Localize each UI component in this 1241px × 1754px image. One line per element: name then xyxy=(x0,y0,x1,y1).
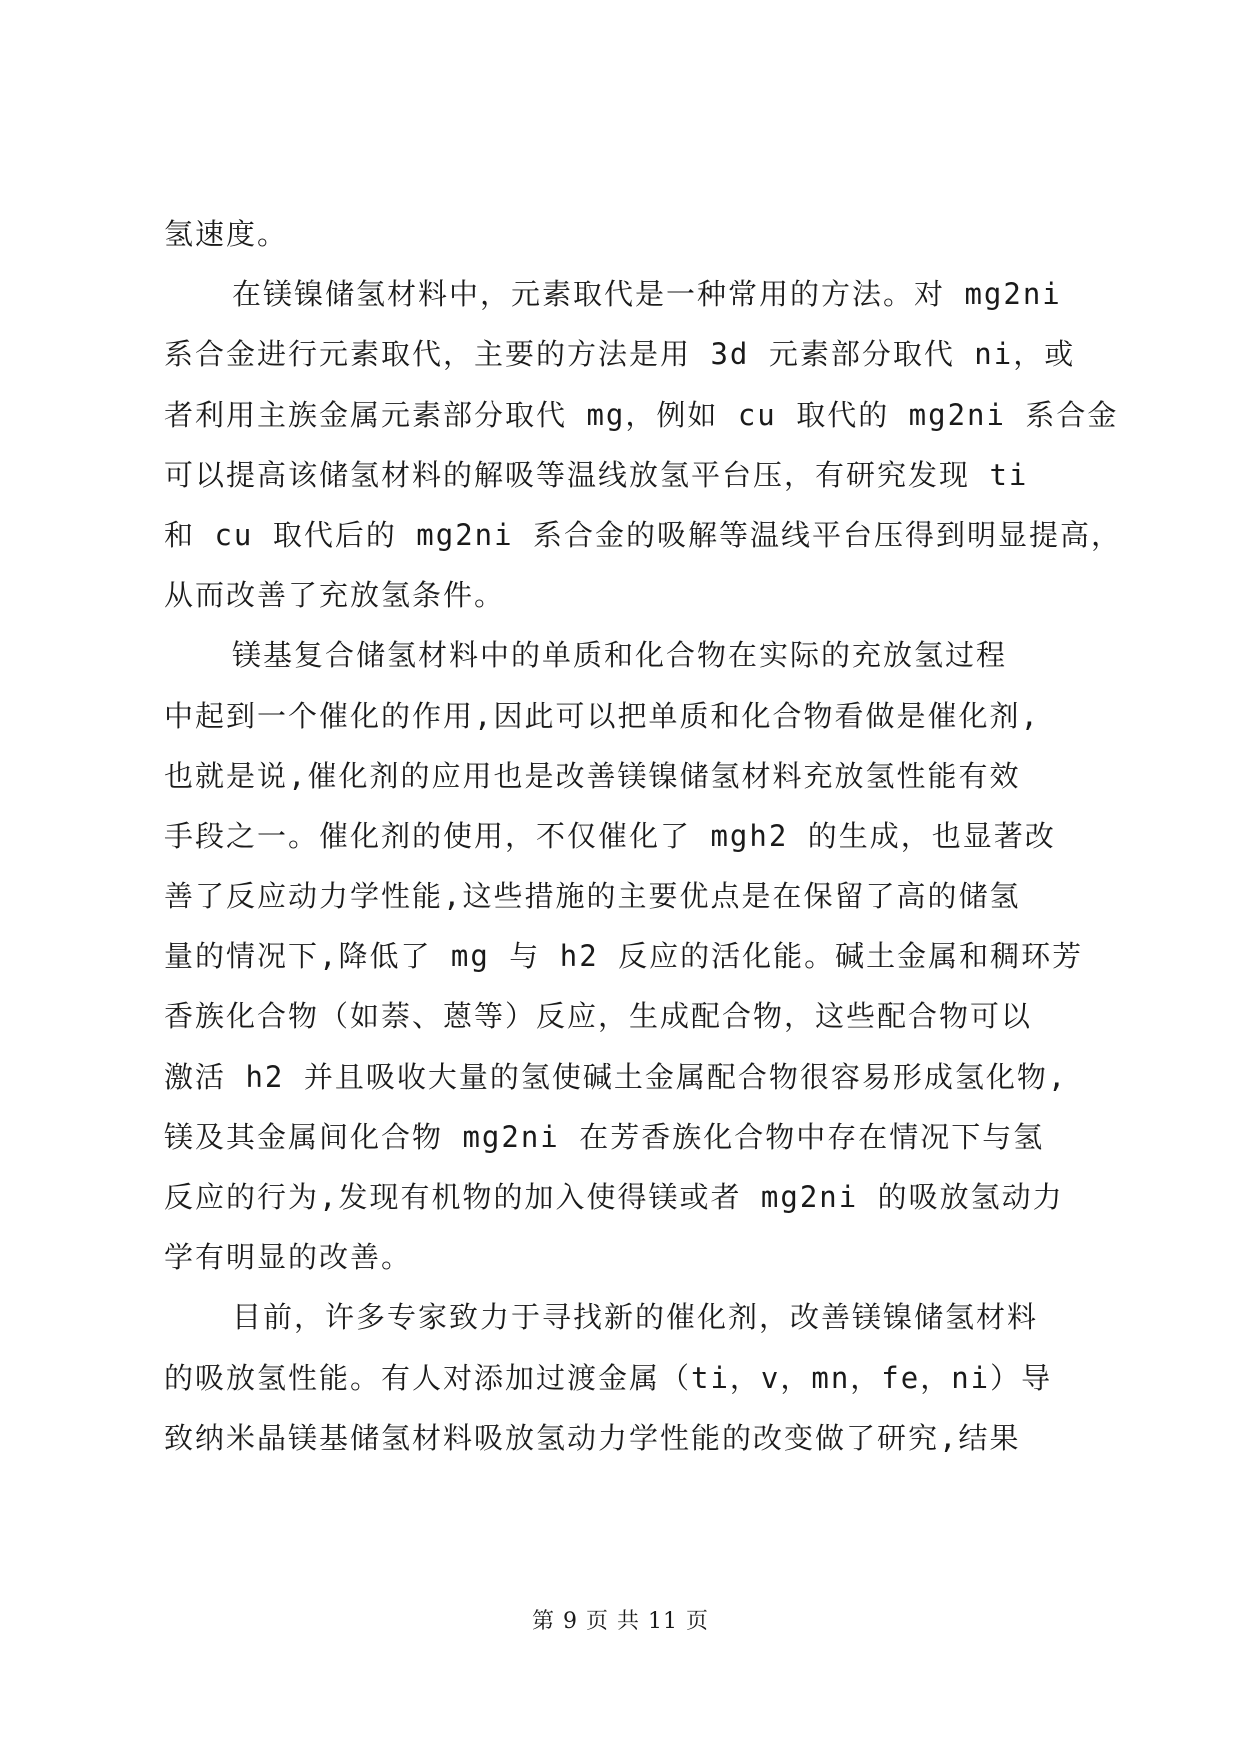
body-text xyxy=(164,204,1123,1468)
text-line: 反应的行为,发现有机物的加入使得镁或者 mg2ni 的吸放氢动力 xyxy=(164,1180,1064,1214)
text-line: 致纳米晶镁基储氢材料吸放氢动力学性能的改变做了研究,结果 xyxy=(164,1420,1021,1455)
paragraph-start-line: 镁基复合储氢材料中的单质和化合物在实际的充放氢过程 xyxy=(232,638,1008,673)
text-line: 手段之一。催化剂的使用，不仅催化了 mgh2 的生成，也显著改 xyxy=(164,818,1056,853)
text-line: 可以提高该储氢材料的解吸等温线放氢平台压，有研究发现 ti xyxy=(164,457,1029,492)
text-line: 和 cu 取代后的 mg2ni 系合金的吸解等温线平台压得到明显提高， xyxy=(164,517,1123,552)
text-line: 氢速度。 xyxy=(164,217,289,251)
text-line: 也就是说,催化剂的应用也是改善镁镍储氢材料充放氢性能有效 xyxy=(164,758,1021,793)
text-line: 系合金进行元素取代，主要的方法是用 3d 元素部分取代 ni，或 xyxy=(164,337,1076,372)
text-line: 者利用主族金属元素部分取代 mg，例如 cu 取代的 mg2ni 系合金 xyxy=(164,397,1119,432)
paragraph-start-line: 目前，许多专家致力于寻找新的催化剂，改善镁镍储氢材料 xyxy=(232,1300,1039,1335)
page-number-footer: 第 9 页 共 11 页 xyxy=(532,1609,709,1634)
paragraph-start-line: 在镁镍储氢材料中，元素取代是一种常用的方法。对 mg2ni xyxy=(232,277,1062,312)
text-line: 中起到一个催化的作用,因此可以把单质和化合物看做是催化剂, xyxy=(164,698,1040,733)
text-line: 从而改善了充放氢条件。 xyxy=(164,578,506,613)
text-line: 善了反应动力学性能,这些措施的主要优点是在保留了高的储氢 xyxy=(164,879,1021,914)
text-line: 镁及其金属间化合物 mg2ni 在芳香族化合物中存在情况下与氢 xyxy=(164,1119,1045,1154)
text-line: 量的情况下,降低了 mg 与 h2 反应的活化能。碱土金属和稠环芳 xyxy=(164,939,1084,974)
text-line: 激活 h2 并且吸收大量的氢使碱土金属配合物很容易形成氢化物, xyxy=(164,1059,1068,1094)
text-line: 学有明显的改善。 xyxy=(164,1240,413,1275)
text-line: 香族化合物（如萘、蒽等）反应，生成配合物，这些配合物可以 xyxy=(164,999,1033,1034)
text-line: 的吸放氢性能。有人对添加过渡金属（ti，v，mn，fe，ni）导 xyxy=(164,1360,1053,1395)
